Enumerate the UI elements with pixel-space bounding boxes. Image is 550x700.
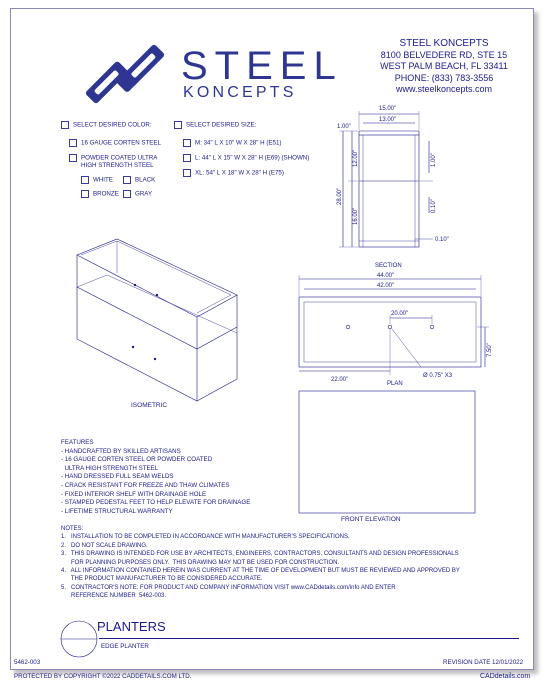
gray-checkbox[interactable] — [123, 190, 131, 198]
black-checkbox[interactable] — [123, 176, 131, 184]
features-block — [61, 439, 250, 516]
note-item: FOR PLANNING PURPOSES ONLY. THIS DRAWING MAY NOT BE USED FOR CONSTRUCTION. — [61, 559, 340, 566]
dim-15: 15.00" — [379, 106, 397, 112]
company-name: STEEL KONCEPTS — [399, 38, 489, 49]
company-phone: PHONE: (833) 783-3556 — [394, 72, 494, 83]
feature-item: - STAMPED PEDESTAL FEET TO HELP ELEVATE FOR DRAINAGE — [61, 499, 251, 507]
note-item: REFERENCE NUMBER 5462-003. — [61, 593, 167, 600]
option-size-xl: XL: 54" L X 18" W X 28" H (E75) — [183, 169, 284, 177]
dim-12: 12.00" — [353, 149, 359, 167]
dim-22: 22.00" — [331, 377, 349, 383]
feature-item: - 16 GAUGE CORTEN STEEL OR POWDER COATED — [61, 456, 213, 464]
drawing-sheet — [10, 8, 534, 670]
isometric-caption: ISOMETRIC — [131, 402, 168, 409]
note-item: THE PRODUCT MANUFACTURER TO BE CONSIDERED ACCURATE. — [61, 576, 263, 583]
notes-header: NOTES: — [61, 526, 84, 532]
color-select-checkbox[interactable] — [61, 121, 69, 129]
steel-koncepts-logo-icon — [69, 39, 181, 109]
feature-item: - HAND DRESSED FULL SEAM WELDS — [61, 473, 174, 481]
note-item: 5. CONTRACTOR'S NOTE: FOR PRODUCT AND COMPANY INFORMATION VISIT www.CADdetails.com/info AND ENTER — [61, 584, 396, 591]
company-info — [359, 38, 529, 96]
note-item: 1. INSTALLATION TO BE COMPLETED IN ACCORDANCE WITH MANUFACTURER'S SPECIFICATIONS. — [61, 534, 350, 541]
company-website: www.steelkoncepts.com — [395, 84, 493, 94]
section-view — [321, 101, 461, 273]
dim-1-right: 1.00" — [431, 153, 437, 167]
feature-item: - HANDCRAFTED BY SKILLED ARTISANS — [61, 447, 181, 455]
front-elevation-view — [297, 389, 477, 525]
color-select-header: SELECT DESIRED COLOR: — [61, 121, 152, 129]
powder-coated-checkbox[interactable] — [69, 154, 77, 162]
option-corten: 16 GAUGE CORTEN STEEL — [69, 139, 161, 147]
size-xl-checkbox[interactable] — [183, 169, 191, 177]
corten-checkbox[interactable] — [69, 139, 77, 147]
section-caption: SECTION — [375, 263, 402, 269]
white-checkbox[interactable] — [81, 176, 89, 184]
feature-item: - CRACK RESISTANT FOR FREEZE AND THAW CLIMATES — [61, 481, 230, 489]
option-gray: GRAY — [123, 190, 152, 198]
option-powder-coated: POWDER COATED ULTRA — [69, 154, 157, 162]
revision-date: REVISION DATE 12/01/2022 — [443, 659, 524, 666]
company-address-line1: 8100 BELVEDERE RD, STE 15 — [380, 49, 508, 60]
note-item: 3. THIS DRAWING IS INTENDED FOR USE BY ARCHITECTS, ENGINEERS, CONTRACTORS, CONSULTANTS AND DESIGN PROFESSIONALS — [61, 551, 459, 558]
front-elevation-caption: FRONT ELEVATION — [341, 516, 401, 523]
logo-word-steel: STEEL — [181, 44, 343, 88]
notes-block — [61, 525, 460, 601]
dim-44: 44.00" — [377, 273, 395, 279]
dim-13: 13.00" — [379, 117, 397, 123]
reference-number: 5462-003 — [14, 659, 41, 666]
dim-7-50: 7.50" — [487, 343, 493, 357]
company-address-line2: WEST PALM BEACH, FL 33411 — [380, 61, 508, 71]
plan-caption: PLAN — [387, 381, 403, 387]
feature-item: ULTRA HIGH STRENGTH STEEL — [61, 464, 159, 472]
size-select-checkbox[interactable] — [174, 121, 182, 129]
size-select-header: SELECT DESIRED SIZE: — [174, 121, 256, 129]
dim-010-mid: 0.10" — [431, 199, 437, 213]
isometric-view — [67, 235, 267, 410]
logo-word-koncepts: KONCEPTS — [183, 84, 297, 101]
note-item: 4. ALL INFORMATION CONTAINED HEREIN WAS CURRENT AT THE TIME OF DEVELOPMENT BUT MUST BE REVIEWED AND APPROVED BY — [61, 568, 460, 575]
dim-20: 20.00" — [391, 311, 409, 317]
dim-1-top: 1.00" — [337, 124, 351, 130]
dim-16: 16.00" — [353, 207, 359, 225]
title-divider — [99, 638, 519, 639]
plan-view — [291, 271, 491, 387]
caddetails-brand[interactable]: CADdetails.com — [480, 673, 531, 680]
option-black: BLACK — [123, 176, 155, 184]
holes-note: Ø 0.75" X3 — [423, 373, 453, 379]
option-powder-coated-line2: HIGH STRENGTH STEEL — [81, 162, 154, 169]
dim-010-bottom: 0.10" — [435, 237, 449, 243]
feature-item: - FIXED INTERIOR SHELF WITH DRAINAGE HOLE — [61, 490, 207, 498]
bronze-checkbox[interactable] — [81, 190, 89, 198]
note-item: 2. DO NOT SCALE DRAWING. — [61, 542, 148, 549]
option-white: WHITE — [81, 176, 113, 184]
copyright-footer: PROTECTED BY COPYRIGHT ©2022 CADDETAILS.COM LTD. — [14, 673, 192, 680]
option-size-l: L: 44" L X 15" W X 28" H (E69) (SHOWN) — [183, 154, 309, 162]
dim-42: 42.00" — [377, 283, 395, 289]
title-planters: PLANTERS — [97, 619, 166, 634]
subtitle-edge-planter: EDGE PLANTER — [101, 643, 149, 650]
dim-28: 28.00" — [337, 187, 343, 205]
feature-item: - LIFETIME STRUCTURAL WARRANTY — [61, 507, 173, 515]
size-m-checkbox[interactable] — [183, 139, 191, 147]
size-l-checkbox[interactable] — [183, 154, 191, 162]
option-size-m: M: 34" L X 10" W X 28" H (E51) — [183, 139, 282, 147]
option-bronze: BRONZE — [81, 190, 119, 198]
features-header: FEATURES — [61, 439, 94, 446]
